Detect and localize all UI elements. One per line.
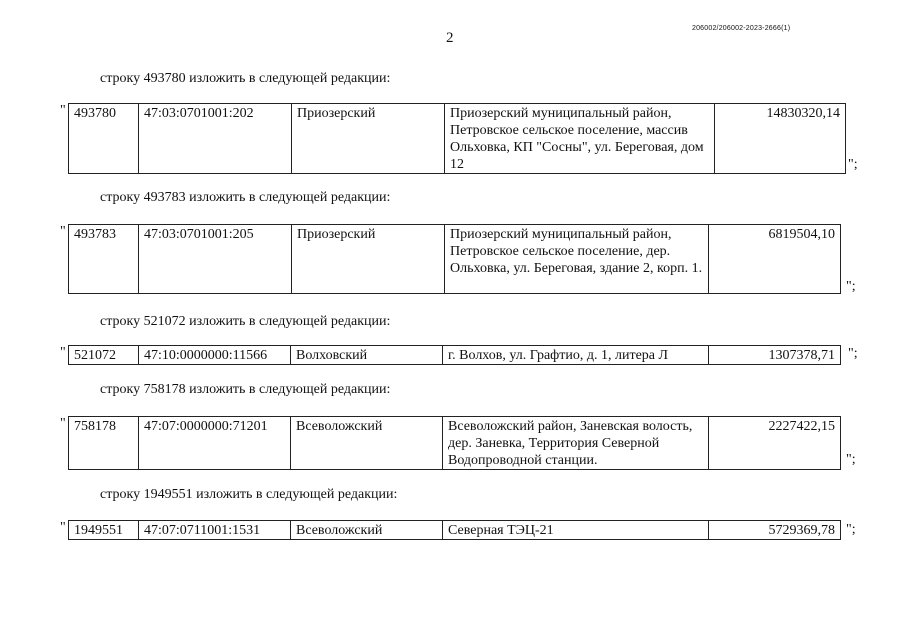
- cadastre-number-cell: 47:10:0000000:11566: [139, 346, 291, 365]
- value-cell: 2227422,15: [709, 417, 841, 470]
- open-quote: ": [60, 416, 66, 431]
- district-cell: Приозерский: [292, 225, 445, 294]
- address-cell: Северная ТЭЦ-21: [443, 521, 709, 540]
- table-row: [69, 521, 841, 540]
- row-id-cell: 493780: [69, 104, 139, 174]
- table-row: [69, 104, 846, 174]
- open-quote: ": [60, 345, 66, 360]
- address-cell: Всеволожский район, Заневская волость, дер. Заневка, Территория Северной Водопроводной станции.: [443, 417, 709, 470]
- district-cell: Всеволожский: [291, 417, 443, 470]
- cadastre-number-cell: 47:03:0701001:205: [139, 225, 292, 294]
- row-id-cell: 1949551: [69, 521, 139, 540]
- close-quote: ";: [846, 452, 856, 467]
- amendment-intro: строку 758178 изложить в следующей редакции:: [100, 382, 391, 397]
- amendment-row-table: [68, 416, 841, 470]
- page-number: 2: [446, 30, 454, 46]
- amendment-intro: строку 521072 изложить в следующей редакции:: [100, 314, 391, 329]
- row-id-cell: 493783: [69, 225, 139, 294]
- value-cell: 5729369,78: [709, 521, 841, 540]
- cadastre-number-cell: 47:07:0000000:71201: [139, 417, 291, 470]
- open-quote: ": [60, 224, 66, 239]
- table-row: [69, 225, 841, 294]
- amendment-row-table: [68, 224, 841, 294]
- address-cell: Приозерский муниципальный район, Петровское сельское поселение, дер. Ольховка, ул. Береговая, здание 2, корп. 1.: [445, 225, 709, 294]
- amendment-row-table: [68, 345, 841, 365]
- close-quote: ";: [846, 279, 856, 294]
- close-quote: ";: [848, 346, 858, 361]
- amendment-row-table: [68, 520, 841, 540]
- row-id-cell: 521072: [69, 346, 139, 365]
- row-id-cell: 758178: [69, 417, 139, 470]
- district-cell: Приозерский: [292, 104, 445, 174]
- district-cell: Всеволожский: [291, 521, 443, 540]
- table-row: [69, 417, 841, 470]
- document-id: 206002/206002-2023-2666(1): [692, 25, 791, 32]
- value-cell: 14830320,14: [715, 104, 846, 174]
- address-cell: г. Волхов, ул. Графтио, д. 1, литера Л: [443, 346, 709, 365]
- district-cell: Волховский: [291, 346, 443, 365]
- amendment-intro: строку 493780 изложить в следующей редакции:: [100, 71, 391, 86]
- close-quote: ";: [848, 157, 858, 172]
- value-cell: 1307378,71: [709, 346, 841, 365]
- close-quote: ";: [846, 522, 856, 537]
- address-cell: Приозерский муниципальный район, Петровское сельское поселение, массив Ольховка, КП "Сосны", ул. Береговая, дом 12: [445, 104, 715, 174]
- amendment-intro: строку 493783 изложить в следующей редакции:: [100, 190, 391, 205]
- open-quote: ": [60, 520, 66, 535]
- cadastre-number-cell: 47:03:0701001:202: [139, 104, 292, 174]
- value-cell: 6819504,10: [709, 225, 841, 294]
- amendment-row-table: [68, 103, 846, 174]
- cadastre-number-cell: 47:07:0711001:1531: [139, 521, 291, 540]
- amendment-intro: строку 1949551 изложить в следующей редакции:: [100, 487, 398, 502]
- table-row: [69, 346, 841, 365]
- open-quote: ": [60, 103, 66, 118]
